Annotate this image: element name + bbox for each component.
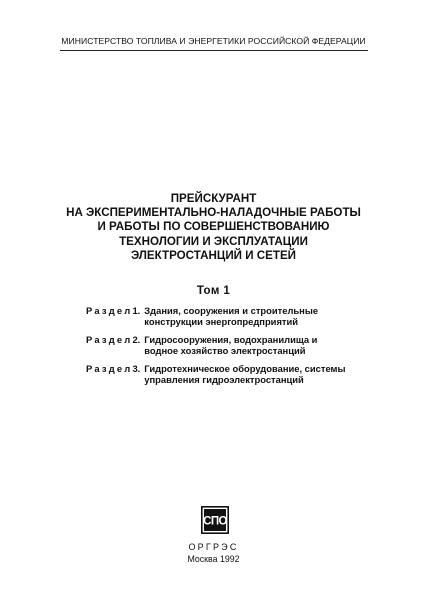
section-prefix: Раздел — [86, 333, 133, 345]
title-line: НА ЭКСПЕРИМЕНТАЛЬНО-НАЛАДОЧНЫЕ РАБОТЫ — [66, 206, 361, 220]
place-year: Москва 1992 — [187, 554, 240, 564]
title-line: И РАБОТЫ ПО СОВЕРШЕНСТВОВАНИЮ — [97, 220, 330, 234]
section-number: 2. — [132, 333, 141, 345]
section-title — [144, 305, 386, 328]
title-line: ТЕХНОЛОГИИ И ЭКСПЛУАТАЦИИ — [119, 234, 308, 248]
section-title-line: конструкции энергопредприятий — [144, 316, 299, 328]
section-item — [86, 334, 386, 357]
section-prefix: Раздел — [86, 305, 133, 316]
volume-label: Том 1 — [196, 285, 231, 297]
section-title-line: Здания, сооружения и строительные — [144, 305, 319, 316]
sections-list — [86, 305, 386, 391]
header-rule — [60, 50, 368, 51]
section-title — [144, 334, 386, 357]
publisher-name: ОРГРЭС — [188, 542, 239, 552]
section-title-line: Гидросооружения, водохранилища и — [144, 333, 318, 345]
section-item — [86, 363, 386, 386]
section-title-line: Гидротехническое оборудование, системы — [144, 362, 346, 374]
document-title — [0, 192, 427, 263]
section-item — [86, 305, 386, 328]
section-number: 1. — [132, 305, 141, 316]
title-line: ПРЕЙСКУРАНТ — [170, 192, 257, 205]
section-number: 3. — [132, 362, 141, 374]
spo-logo — [201, 506, 229, 534]
section-title-line: водное хозяйство электростанций — [144, 345, 306, 357]
section-title-line: управления гидроэлектростанций — [144, 374, 304, 386]
spo-logo-text: СПО — [203, 515, 227, 528]
ministry-header: МИНИСТЕРСТВО ТОПЛИВА И ЭНЕРГЕТИКИ РОССИЙСКОЙ ФЕДЕРАЦИИ — [61, 36, 366, 46]
title-line: ЭЛЕКТРОСТАНЦИЙ И СЕТЕЙ — [130, 248, 297, 262]
section-prefix: Раздел — [86, 362, 133, 374]
section-title — [144, 363, 386, 386]
